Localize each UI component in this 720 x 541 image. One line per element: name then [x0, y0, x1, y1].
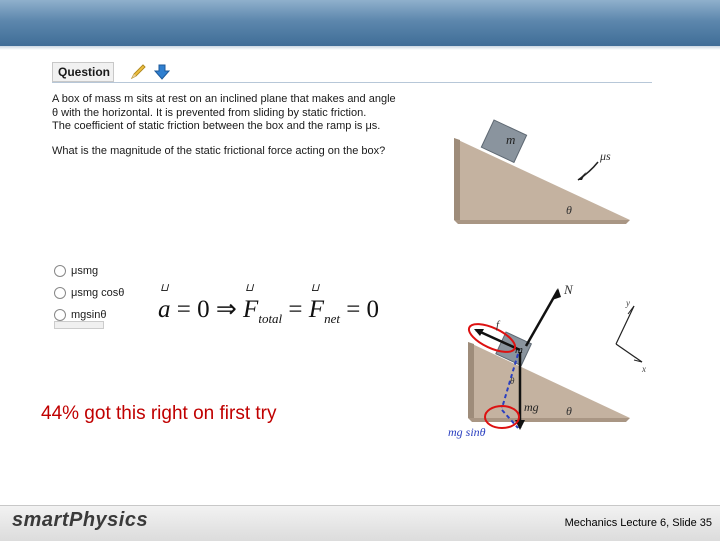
smartphysics-logo: smartPhysics	[12, 509, 149, 531]
question-text	[52, 93, 434, 134]
normal-force-label: N	[564, 282, 573, 297]
equation-eq2: = 0	[339, 296, 380, 323]
radio-button[interactable]	[54, 309, 66, 321]
submit-strip	[54, 321, 104, 329]
download-arrow-icon[interactable]	[152, 62, 172, 82]
friction-label: f	[496, 319, 500, 331]
question-tab[interactable]: Question	[52, 62, 114, 82]
equation-sub-net: net	[324, 311, 340, 326]
equation-force-net: ⊔ F	[309, 296, 324, 323]
pencil-icon[interactable]	[128, 62, 148, 82]
small-angle-label: θ	[510, 376, 515, 386]
answer-label: μsmg	[71, 265, 99, 277]
question-line-3: The coefficient of static friction between the box and the ramp is μs.	[52, 120, 381, 133]
answer-option-1[interactable]	[54, 260, 124, 282]
axis-x-label: x	[642, 364, 646, 374]
axes-icon	[616, 306, 642, 362]
title-bar	[0, 0, 720, 46]
title-bar-shadow	[0, 46, 720, 50]
axis-y-label: y	[626, 298, 630, 308]
radio-button[interactable]	[54, 265, 66, 277]
question-line-2: θ with the horizontal. It is prevented from sliding by static friction.	[52, 106, 367, 119]
incline-figure-top	[440, 110, 640, 225]
question-prompt: What is the magnitude of the static frictional force acting on the box?	[52, 145, 386, 157]
slide-label: Mechanics Lecture 6, Slide 35	[564, 517, 712, 529]
answer-options	[54, 260, 124, 326]
question-header	[52, 62, 652, 83]
question-line-1: A box of mass m sits at rest on an inclined plane that makes and angle	[52, 93, 396, 105]
result-text: 44% got this right on first try	[41, 403, 277, 424]
incline-angle-label: θ	[566, 404, 572, 418]
answer-option-2[interactable]	[54, 282, 124, 304]
equation-sub-total: total	[258, 311, 283, 326]
newton-equation	[158, 294, 379, 327]
component-label: mg sinθ	[448, 425, 486, 439]
answer-label: μsmg cosθ	[71, 287, 125, 299]
angle-label: θ	[566, 203, 572, 217]
equation-eq1: =	[282, 296, 309, 323]
weight-label: mg	[524, 400, 539, 414]
mu-label: μs	[600, 149, 611, 163]
radio-button[interactable]	[54, 287, 66, 299]
free-body-figure	[440, 278, 660, 448]
box-mass-label: m	[515, 344, 523, 356]
equation-accel: ⊔ a	[158, 296, 171, 323]
equation-force-total: ⊔ F	[243, 296, 258, 323]
answer-label: mgsinθ	[71, 309, 107, 321]
equation-eq0: = 0 ⇒	[170, 296, 244, 323]
box-mass-label: m	[506, 132, 516, 147]
